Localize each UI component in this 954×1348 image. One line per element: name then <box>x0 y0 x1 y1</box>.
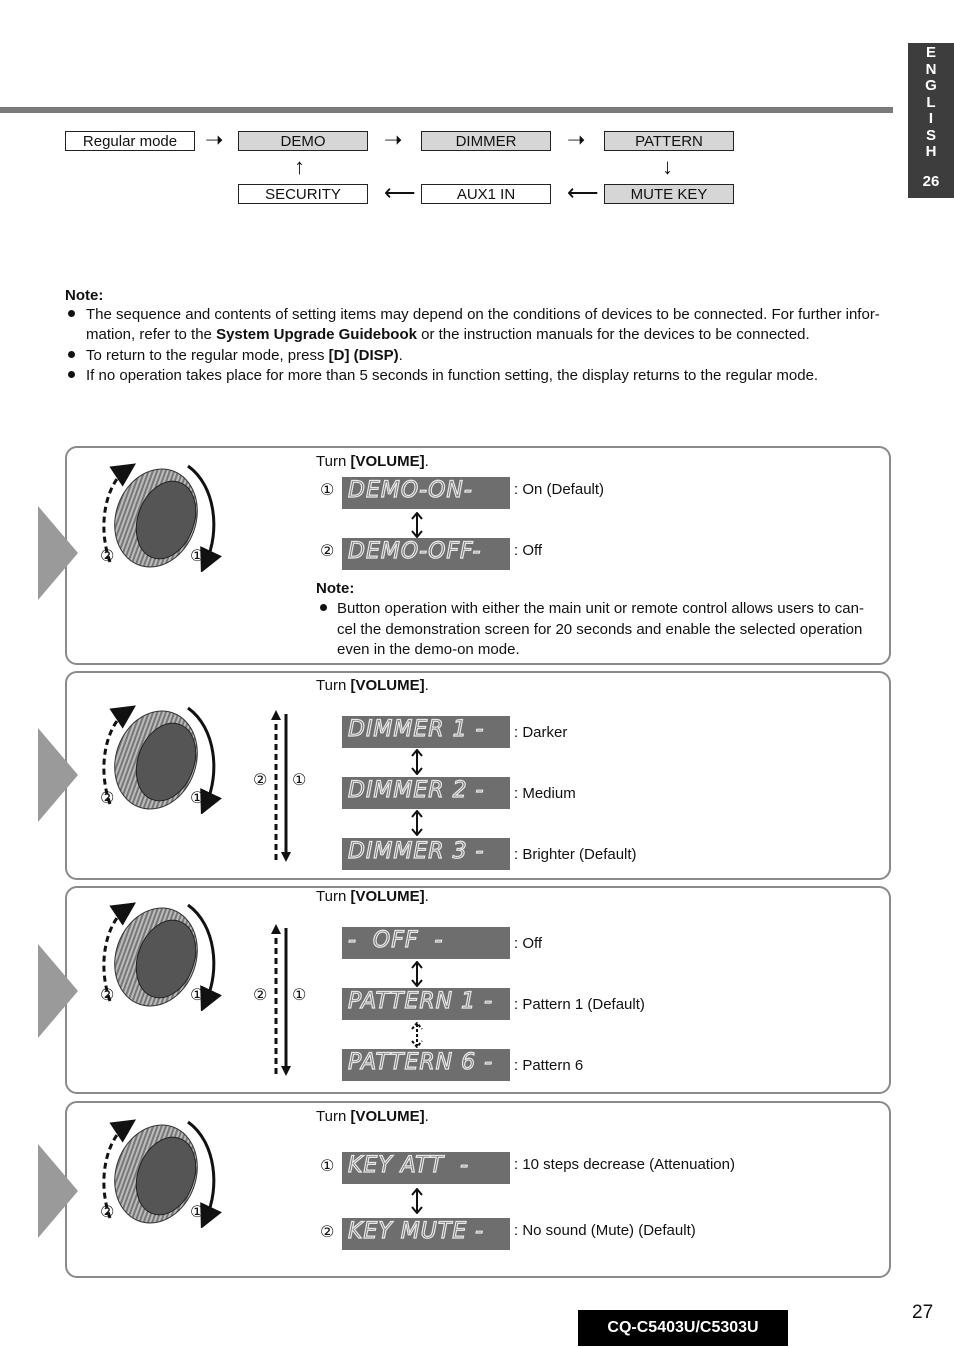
label-1: ① <box>320 480 335 499</box>
flow-arrow-right: ➝ <box>205 127 224 152</box>
lcd-display: - OFF - <box>342 927 510 959</box>
bullet-dot <box>68 310 75 317</box>
step-pointer-icon <box>38 1144 78 1238</box>
page-number: 27 <box>912 1302 934 1323</box>
flow-arrow-left: ⟵ <box>384 180 416 205</box>
option-description: : On (Default) <box>514 481 605 498</box>
language-tab-letter: N <box>925 60 937 78</box>
option-description: : Off <box>514 542 543 559</box>
language-tab-letter: I <box>928 110 934 127</box>
turn-volume-instruction: Turn [VOLUME]. <box>316 677 429 694</box>
language-tab-page: 26 <box>922 173 940 190</box>
option-description: : Brighter (Default) <box>514 846 637 863</box>
language-tab-letters <box>908 45 954 161</box>
label-2: ② <box>320 541 335 560</box>
scroll-direction-arrows-icon <box>268 708 294 864</box>
language-tab-letter: G <box>925 77 937 94</box>
language-tab-letter: E <box>925 44 936 61</box>
turn-volume-instruction: Turn [VOLUME]. <box>316 1108 429 1125</box>
option-description: : 10 steps decrease (Attenuation) <box>514 1156 735 1173</box>
updown-arrow-icon <box>410 961 424 987</box>
updown-arrow-icon <box>410 810 424 836</box>
lcd-display: DEMO-OFF- <box>342 538 510 570</box>
bullet-dot <box>68 351 75 358</box>
option-description: : Off <box>514 935 543 952</box>
flow-mute-key: MUTE KEY <box>604 184 734 204</box>
step-pointer-icon <box>38 728 78 822</box>
bullet-dot <box>320 604 327 611</box>
label-1: ① <box>190 788 205 807</box>
panel-note-line2: cel the demonstration screen for 20 seconds and enable the selected operation <box>337 621 863 638</box>
label-1: ① <box>190 546 205 565</box>
updown-arrow-icon <box>410 1022 424 1048</box>
step-pointer-icon <box>38 944 78 1038</box>
language-tab-letter: H <box>925 143 937 160</box>
note-title: Note: <box>65 287 104 304</box>
note-bullet-1-line2: mation, refer to the System Upgrade Guidebook or the instruction manuals for the devices to be connected. <box>86 326 810 343</box>
option-description: : Pattern 1 (Default) <box>514 996 645 1013</box>
header-rule <box>0 107 893 113</box>
panel-note-line1: Button operation with either the main unit or remote control allows users to can- <box>337 600 864 617</box>
lcd-display: DIMMER 2 - <box>342 777 510 809</box>
updown-arrow-icon <box>410 749 424 775</box>
flow-arrow-up: ↑ <box>294 154 305 179</box>
language-tab-letter: L <box>926 93 936 111</box>
flow-demo: DEMO <box>238 131 368 151</box>
updown-arrow-icon <box>410 512 424 538</box>
flow-arrow-left: ⟵ <box>567 180 599 205</box>
lcd-display: PATTERN 6 - <box>342 1049 510 1081</box>
turn-volume-instruction: Turn [VOLUME]. <box>316 888 429 905</box>
label-1: ① <box>190 985 205 1004</box>
option-description: : No sound (Mute) (Default) <box>514 1222 696 1239</box>
lcd-display: PATTERN 1 - <box>342 988 510 1020</box>
flow-regular-mode: Regular mode <box>65 131 195 151</box>
note-bullet-1-line1: The sequence and contents of setting items may depend on the conditions of devices to be connected. For further infor- <box>86 306 880 323</box>
flow-pattern: PATTERN <box>604 131 734 151</box>
lcd-display: DIMMER 1 - <box>342 716 510 748</box>
language-tab <box>908 43 954 198</box>
panel-note-title: Note: <box>316 580 355 597</box>
step-pointer-icon <box>38 506 78 600</box>
lcd-display: KEY ATT - <box>342 1152 510 1184</box>
language-tab-letter: S <box>925 126 936 144</box>
label-2: ② <box>100 985 115 1004</box>
flow-arrow-right: ➝ <box>567 127 586 152</box>
lcd-display: DIMMER 3 - <box>342 838 510 870</box>
note-bullet-2: To return to the regular mode, press [D] (DISP). <box>86 347 403 364</box>
option-description: : Medium <box>514 785 576 802</box>
flow-arrow-right: ➝ <box>384 127 403 152</box>
label-2: ② <box>320 1222 335 1241</box>
label-1: ① <box>320 1156 335 1175</box>
panel-note-line3: even in the demo-on mode. <box>337 641 520 658</box>
label-2: ② <box>100 788 115 807</box>
option-description: : Darker <box>514 724 568 741</box>
label-2: ② <box>253 770 268 789</box>
flow-arrow-down: ↓ <box>662 154 673 179</box>
note-bullet-3: If no operation takes place for more than 5 seconds in function setting, the display returns to the regular mode. <box>86 367 819 384</box>
model-number: CQ-C5403U/C5303U <box>578 1310 788 1346</box>
label-2: ② <box>100 1202 115 1221</box>
label-1: ① <box>292 770 307 789</box>
flow-aux1: AUX1 IN <box>421 184 551 204</box>
flow-dimmer: DIMMER <box>421 131 551 151</box>
bullet-dot <box>68 371 75 378</box>
label-2: ② <box>253 985 268 1004</box>
updown-arrow-icon <box>410 1188 424 1214</box>
turn-volume-instruction: Turn [VOLUME]. <box>316 453 429 470</box>
lcd-display: KEY MUTE - <box>342 1218 510 1250</box>
scroll-direction-arrows-icon <box>268 922 294 1078</box>
flow-security: SECURITY <box>238 184 368 204</box>
lcd-display: DEMO-ON- <box>342 477 510 509</box>
option-description: : Pattern 6 <box>514 1057 584 1074</box>
label-1: ① <box>292 985 307 1004</box>
label-2: ② <box>100 546 115 565</box>
label-1: ① <box>190 1202 205 1221</box>
